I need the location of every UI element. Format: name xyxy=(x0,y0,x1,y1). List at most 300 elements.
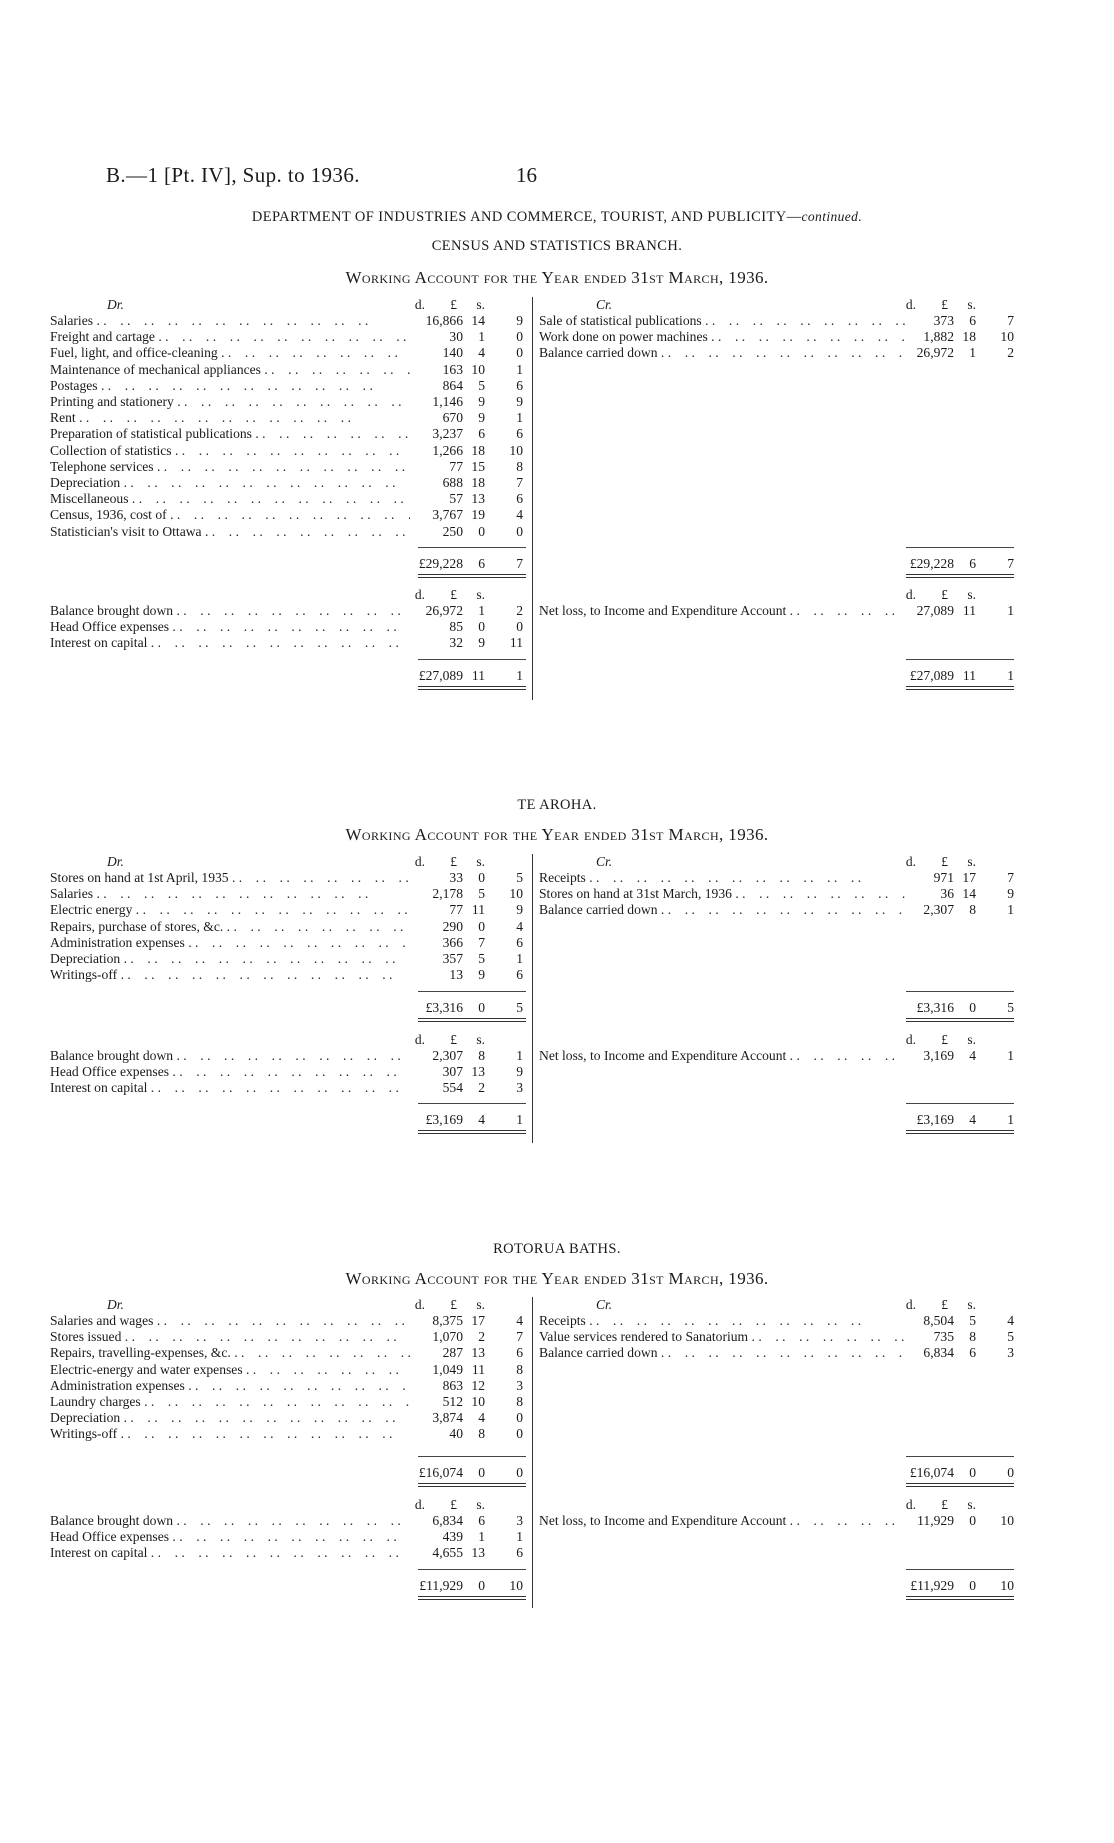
account-total xyxy=(0,668,1114,684)
page-number: 16 xyxy=(516,163,537,187)
debit-entry xyxy=(0,1394,1114,1410)
debit-entry xyxy=(0,410,1114,426)
entry-label xyxy=(50,524,410,540)
account-title: Working Account for the Year ended 31st March, 1936. xyxy=(345,1269,769,1288)
entry-label xyxy=(50,635,410,651)
double-rule xyxy=(418,1018,526,1022)
entry-label xyxy=(50,919,410,935)
shilling-header: s. xyxy=(967,854,976,869)
amount-pence: 1 xyxy=(1007,1112,1014,1127)
entry-label xyxy=(539,1513,905,1529)
entry-label-text: Repairs, travelling-expenses, &c. xyxy=(50,1345,231,1361)
pound-header: £ xyxy=(450,854,457,869)
entry-label xyxy=(50,378,410,394)
amount-pence: 3 xyxy=(1007,1345,1014,1361)
amount-pounds: 1,049 xyxy=(432,1361,463,1377)
amount-pence: 8 xyxy=(516,1394,523,1409)
shilling-header: s. xyxy=(967,1032,976,1047)
account-total xyxy=(0,556,1114,572)
amount-shillings: 8 xyxy=(969,902,976,918)
entry-label-text: Freight and cartage xyxy=(50,329,155,345)
page-header xyxy=(0,0,1114,260)
entry-label-text: Depreciation xyxy=(50,475,121,490)
entry-label xyxy=(539,886,905,902)
amount-pounds: 3,237 xyxy=(432,426,463,442)
amount-shillings: 0 xyxy=(478,870,485,885)
document-code: B.—1 [Pt. IV], Sup. to 1936. xyxy=(106,163,360,187)
debit-entry xyxy=(0,443,1114,459)
amount-shillings: 14 xyxy=(471,313,485,328)
amount-pence: 6 xyxy=(516,426,523,442)
amount-pounds: £29,228 xyxy=(418,556,463,571)
debit-entry xyxy=(0,635,1114,651)
entry-label-text: Laundry charges xyxy=(50,1394,141,1409)
double-rule xyxy=(418,574,526,578)
total-rule xyxy=(418,659,526,660)
double-rule xyxy=(906,1130,1014,1134)
amount-pounds: £3,169 xyxy=(425,1112,463,1127)
amount-shillings: 11 xyxy=(962,668,976,683)
credit-entry xyxy=(0,1329,1114,1345)
amount-shillings: 0 xyxy=(969,1578,976,1593)
amount-shillings: 9 xyxy=(478,967,485,983)
credit-entry xyxy=(0,603,1114,619)
cr-label: Cr. xyxy=(596,1297,613,1312)
entry-label xyxy=(50,443,410,459)
amount-shillings: 1 xyxy=(478,1529,485,1545)
amount-shillings: 7 xyxy=(478,934,485,950)
entry-label-text: Printing and stationery xyxy=(50,394,174,409)
amount-pounds: 6,834 xyxy=(923,1345,954,1361)
total-rule xyxy=(906,991,1014,992)
amount-pence: 5 xyxy=(1007,1329,1014,1345)
debit-entry xyxy=(0,378,1114,394)
amount-pence: 9 xyxy=(516,902,523,918)
amount-pounds: 2,178 xyxy=(432,886,463,902)
amount-pounds: 1,266 xyxy=(432,442,463,458)
amount-pence: 9 xyxy=(1007,886,1014,902)
amount-pence: 4 xyxy=(516,1313,523,1328)
total-rule xyxy=(418,1103,526,1104)
entry-label xyxy=(539,329,905,345)
amount-pounds: 32 xyxy=(449,635,463,651)
amount-shillings: 0 xyxy=(478,1465,485,1480)
amount-pounds: 4,655 xyxy=(432,1545,463,1561)
entry-label-text: Balance brought down xyxy=(50,603,174,618)
double-rule xyxy=(906,686,1014,690)
amount-pounds: 77 xyxy=(449,458,463,474)
amount-shillings: 2 xyxy=(478,1080,485,1096)
pence-header: d. xyxy=(905,854,916,869)
total-rule xyxy=(906,1456,1014,1457)
pound-header: £ xyxy=(450,1032,457,1047)
double-rule xyxy=(906,1596,1014,1600)
amount-pence: 1 xyxy=(1007,902,1014,918)
amount-pence: 1 xyxy=(516,410,523,426)
amount-pounds: 13 xyxy=(449,967,463,983)
entry-label xyxy=(50,951,410,967)
amount-pounds: 366 xyxy=(442,934,463,950)
amount-pence: 10 xyxy=(509,886,523,902)
entry-label-text: Balance brought down xyxy=(50,1048,174,1063)
debit-entry xyxy=(0,459,1114,475)
amount-shillings: 6 xyxy=(478,426,485,442)
amount-pence: 10 xyxy=(1000,329,1014,345)
entry-label-text: Sale of statistical publications xyxy=(539,313,702,328)
entry-label-text: Head Office expenses xyxy=(50,619,170,635)
entry-label xyxy=(50,491,410,507)
amount-pounds: 26,972 xyxy=(916,345,954,361)
entry-label-text: Rent xyxy=(50,410,76,426)
amount-shillings: 6 xyxy=(969,313,976,328)
entry-label xyxy=(539,345,905,361)
amount-pounds: 1,882 xyxy=(923,329,954,345)
pound-header: £ xyxy=(941,587,948,602)
amount-pence: 3 xyxy=(516,1377,523,1393)
amount-pounds: 8,504 xyxy=(923,1313,954,1328)
entry-label-text: Postages xyxy=(50,377,98,393)
amount-pounds: 3,874 xyxy=(432,1410,463,1426)
branch-title: CENSUS AND STATISTICS BRANCH. xyxy=(431,238,683,254)
amount-pence: 1 xyxy=(516,668,523,683)
amount-shillings: 17 xyxy=(962,870,976,885)
amount-pounds: 735 xyxy=(933,1329,954,1345)
amount-shillings: 5 xyxy=(478,951,485,966)
amount-pence: 10 xyxy=(1000,1578,1014,1593)
account-total xyxy=(0,1465,1114,1481)
amount-pounds: 373 xyxy=(933,313,954,328)
double-rule xyxy=(906,1483,1014,1487)
debit-entry xyxy=(0,967,1114,983)
entry-label-text: Census, 1936, cost of xyxy=(50,507,167,523)
amount-pounds: £3,316 xyxy=(916,1000,954,1015)
account-total xyxy=(0,1000,1114,1016)
entry-label-text: Receipts xyxy=(539,870,586,885)
amount-shillings: 1 xyxy=(478,329,485,345)
amount-pounds: 670 xyxy=(442,410,463,426)
amount-shillings: 18 xyxy=(471,442,485,458)
entry-label-text: Balance carried down xyxy=(539,1345,658,1361)
entry-label-text: Electric-energy and water expenses xyxy=(50,1361,243,1377)
debit-entry xyxy=(0,475,1114,491)
entry-label-text: Salaries xyxy=(50,313,94,328)
account-title: Working Account for the Year ended 31st March, 1936. xyxy=(345,268,769,287)
entry-label xyxy=(50,1362,410,1378)
amount-shillings: 15 xyxy=(471,458,485,474)
entry-label xyxy=(50,1080,410,1096)
amount-shillings: 6 xyxy=(969,556,976,571)
amount-pence: 5 xyxy=(1007,1000,1014,1015)
entry-label-text: Depreciation xyxy=(50,951,121,966)
amount-pence: 4 xyxy=(516,918,523,934)
amount-shillings: 0 xyxy=(478,918,485,934)
amount-pounds: £16,074 xyxy=(909,1465,954,1480)
amount-pence: 0 xyxy=(516,1410,523,1426)
amount-pence: 7 xyxy=(1007,556,1014,571)
entry-label xyxy=(50,935,410,951)
debit-entry xyxy=(0,507,1114,523)
cr-label: Cr. xyxy=(596,297,613,312)
entry-label-text: Administration expenses xyxy=(50,934,185,950)
amount-pence: 0 xyxy=(1007,1465,1014,1480)
entry-label-text: Receipts xyxy=(539,1313,586,1328)
entry-label xyxy=(50,1410,410,1426)
pence-header: d. xyxy=(905,1497,916,1512)
amount-pence: 10 xyxy=(509,1578,523,1593)
pence-header: d. xyxy=(414,1032,425,1047)
entry-label-text: Repairs, purchase of stores, &c. xyxy=(50,918,224,934)
amount-shillings: 9 xyxy=(478,410,485,426)
entry-label-text: Stores on hand at 1st April, 1935 xyxy=(50,870,229,885)
amount-shillings: 14 xyxy=(962,886,976,902)
amount-pence: 2 xyxy=(516,603,523,618)
entry-label xyxy=(539,1329,905,1345)
amount-pence: 9 xyxy=(516,1064,523,1080)
pound-header: £ xyxy=(450,1297,457,1312)
pound-header: £ xyxy=(450,1497,457,1512)
entry-label xyxy=(539,603,905,619)
amount-shillings: 13 xyxy=(471,491,485,507)
entry-label-text: Balance carried down xyxy=(539,902,658,918)
account-title: Working Account for the Year ended 31st March, 1936. xyxy=(345,825,769,844)
pound-header: £ xyxy=(450,587,457,602)
debit-entry xyxy=(0,1362,1114,1378)
entry-label xyxy=(50,475,410,491)
amount-pence: 2 xyxy=(1007,345,1014,361)
amount-shillings: 4 xyxy=(969,1112,976,1127)
amount-pence: 0 xyxy=(516,1426,523,1442)
debit-entry xyxy=(0,426,1114,442)
debit-entry xyxy=(0,951,1114,967)
credit-entry xyxy=(0,1513,1114,1529)
amount-pence: 6 xyxy=(516,1345,523,1361)
amount-pounds: 26,972 xyxy=(425,603,463,618)
entry-label xyxy=(50,410,410,426)
amount-shillings: 13 xyxy=(471,1345,485,1361)
double-rule xyxy=(418,1483,526,1487)
amount-pounds: 8,375 xyxy=(432,1313,463,1328)
amount-shillings: 4 xyxy=(478,1410,485,1426)
entry-label-text: Statistician's visit to Ottawa xyxy=(50,523,202,539)
amount-pence: 0 xyxy=(516,619,523,635)
debit-entry xyxy=(0,1545,1114,1561)
amount-shillings: 4 xyxy=(478,1112,485,1127)
amount-shillings: 0 xyxy=(478,1578,485,1593)
debit-entry xyxy=(0,1064,1114,1080)
amount-pounds: 40 xyxy=(449,1426,463,1442)
amount-shillings: 0 xyxy=(969,1513,976,1528)
shilling-header: s. xyxy=(476,1497,485,1512)
amount-pence: 5 xyxy=(516,1000,523,1015)
amount-shillings: 11 xyxy=(471,668,485,683)
pence-header: d. xyxy=(905,1297,916,1312)
amount-pounds: 36 xyxy=(940,886,954,902)
double-rule xyxy=(418,1596,526,1600)
shilling-header: s. xyxy=(476,297,485,312)
amount-pence: 9 xyxy=(516,313,523,328)
entry-label-text: Writings-off xyxy=(50,1426,118,1442)
amount-shillings: 1 xyxy=(478,603,485,618)
amount-pounds: £27,089 xyxy=(909,668,954,683)
amount-shillings: 11 xyxy=(962,603,976,618)
department-name: DEPARTMENT OF INDUSTRIES AND COMMERCE, TOURIST, AND PUBLICITY— xyxy=(251,209,802,225)
amount-pence: 6 xyxy=(516,377,523,393)
entry-label xyxy=(539,1313,905,1329)
account-total xyxy=(0,1112,1114,1128)
pence-header: d. xyxy=(905,297,916,312)
entry-label xyxy=(50,1529,410,1545)
department-title xyxy=(0,209,1114,226)
entry-label xyxy=(539,313,905,329)
amount-pounds: £11,929 xyxy=(910,1578,954,1593)
amount-pence: 8 xyxy=(516,1361,523,1377)
amount-pounds: 11,929 xyxy=(917,1513,954,1528)
pence-header: d. xyxy=(905,587,916,602)
amount-pounds: 33 xyxy=(449,870,463,885)
double-rule xyxy=(906,1018,1014,1022)
amount-pounds: 307 xyxy=(442,1064,463,1080)
amount-pence: 1 xyxy=(516,1112,523,1127)
amount-shillings: 10 xyxy=(471,361,485,377)
entry-label-text: Interest on capital xyxy=(50,1080,148,1096)
pence-header: d. xyxy=(414,854,425,869)
pence-header: d. xyxy=(414,587,425,602)
credit-entry xyxy=(0,870,1114,886)
pound-header: £ xyxy=(941,1032,948,1047)
amount-pence: 4 xyxy=(516,507,523,523)
amount-pounds: 140 xyxy=(442,345,463,361)
amount-pence: 3 xyxy=(516,1080,523,1096)
amount-pence: 1 xyxy=(516,361,523,377)
amount-shillings: 18 xyxy=(471,475,485,490)
amount-pounds: 16,866 xyxy=(425,313,463,328)
entry-label-text: Stores on hand at 31st March, 1936 xyxy=(539,886,732,902)
entry-label-text: Administration expenses xyxy=(50,1377,185,1393)
debit-entry xyxy=(0,935,1114,951)
amount-pence: 9 xyxy=(516,394,523,409)
amount-pounds: 6,834 xyxy=(432,1513,463,1528)
amount-pence: 7 xyxy=(1007,313,1014,328)
total-rule xyxy=(906,547,1014,548)
amount-pence: 1 xyxy=(516,951,523,966)
amount-shillings: 13 xyxy=(471,1545,485,1561)
amount-shillings: 13 xyxy=(471,1064,485,1080)
entry-label xyxy=(50,1064,410,1080)
total-rule xyxy=(418,1569,526,1570)
amount-shillings: 0 xyxy=(478,523,485,539)
debit-entry xyxy=(0,1378,1114,1394)
double-rule xyxy=(906,574,1014,578)
amount-pounds: £27,089 xyxy=(418,668,463,683)
entry-label-text: Interest on capital xyxy=(50,635,148,651)
credit-entry xyxy=(0,1313,1114,1329)
entry-label-text: Balance carried down xyxy=(539,345,658,361)
amount-shillings: 4 xyxy=(478,345,485,361)
amount-pounds: 688 xyxy=(442,475,463,490)
amount-pence: 3 xyxy=(516,1513,523,1528)
amount-shillings: 9 xyxy=(478,635,485,651)
pound-header: £ xyxy=(941,1497,948,1512)
shilling-header: s. xyxy=(967,297,976,312)
entry-label-text: Telephone services xyxy=(50,458,154,474)
shilling-header: s. xyxy=(476,1297,485,1312)
entry-label xyxy=(50,507,410,523)
amount-shillings: 18 xyxy=(962,329,976,345)
credit-entry xyxy=(0,345,1114,361)
debit-entry xyxy=(0,919,1114,935)
amount-pence: 5 xyxy=(516,870,523,885)
double-rule xyxy=(418,686,526,690)
shilling-header: s. xyxy=(967,1497,976,1512)
amount-pence: 1 xyxy=(516,1048,523,1063)
pence-header: d. xyxy=(414,297,425,312)
amount-pence: 7 xyxy=(516,1329,523,1345)
amount-pounds: 290 xyxy=(442,918,463,934)
amount-pounds: 863 xyxy=(442,1377,463,1393)
entry-label-text: Salaries xyxy=(50,886,94,902)
amount-pounds: 1,146 xyxy=(432,394,463,409)
entry-label-text: Collection of statistics xyxy=(50,442,172,458)
amount-pence: 4 xyxy=(1007,1313,1014,1328)
entry-label xyxy=(50,1378,410,1394)
pence-header: d. xyxy=(905,1032,916,1047)
amount-pence: 6 xyxy=(516,491,523,507)
amount-pounds: £29,228 xyxy=(909,556,954,571)
amount-shillings: 9 xyxy=(478,394,485,409)
amount-pence: 1 xyxy=(1007,603,1014,618)
dr-label: Dr. xyxy=(107,297,124,312)
amount-pounds: 250 xyxy=(442,523,463,539)
entry-label-text: Depreciation xyxy=(50,1410,121,1426)
entry-label xyxy=(50,394,410,410)
amount-pounds: 287 xyxy=(442,1345,463,1361)
double-rule xyxy=(418,1130,526,1134)
amount-pence: 0 xyxy=(516,523,523,539)
entry-label xyxy=(539,902,905,918)
entry-label-text: Electric energy xyxy=(50,902,133,918)
total-rule xyxy=(906,1103,1014,1104)
amount-shillings: 8 xyxy=(478,1426,485,1442)
amount-pence: 7 xyxy=(516,475,523,490)
amount-pounds: 2,307 xyxy=(432,1048,463,1063)
entry-label xyxy=(50,1426,410,1442)
debit-entry xyxy=(0,524,1114,540)
amount-pounds: £3,316 xyxy=(425,1000,463,1015)
cr-label: Cr. xyxy=(596,854,613,869)
entry-label-text: Head Office expenses xyxy=(50,1064,170,1080)
amount-pounds: 85 xyxy=(449,619,463,635)
entry-label-text: Work done on power machines xyxy=(539,329,708,345)
credit-entry xyxy=(0,1345,1114,1361)
amount-shillings: 2 xyxy=(478,1329,485,1345)
amount-pence: 0 xyxy=(516,1465,523,1480)
amount-pounds: 57 xyxy=(449,491,463,507)
entry-label-text: Net loss, to Income and Expenditure Account xyxy=(539,603,787,618)
entry-label xyxy=(50,1394,410,1410)
shilling-header: s. xyxy=(967,587,976,602)
amount-pounds: 3,767 xyxy=(432,507,463,523)
debit-entry xyxy=(0,1080,1114,1096)
pence-header: d. xyxy=(414,1497,425,1512)
total-rule xyxy=(418,991,526,992)
entry-label-text: Net loss, to Income and Expenditure Account xyxy=(539,1513,787,1528)
amount-shillings: 0 xyxy=(478,619,485,635)
shilling-header: s. xyxy=(476,1032,485,1047)
amount-pounds: 2,307 xyxy=(923,902,954,918)
amount-shillings: 6 xyxy=(969,1345,976,1361)
amount-pence: 0 xyxy=(516,329,523,345)
amount-shillings: 8 xyxy=(969,1329,976,1345)
